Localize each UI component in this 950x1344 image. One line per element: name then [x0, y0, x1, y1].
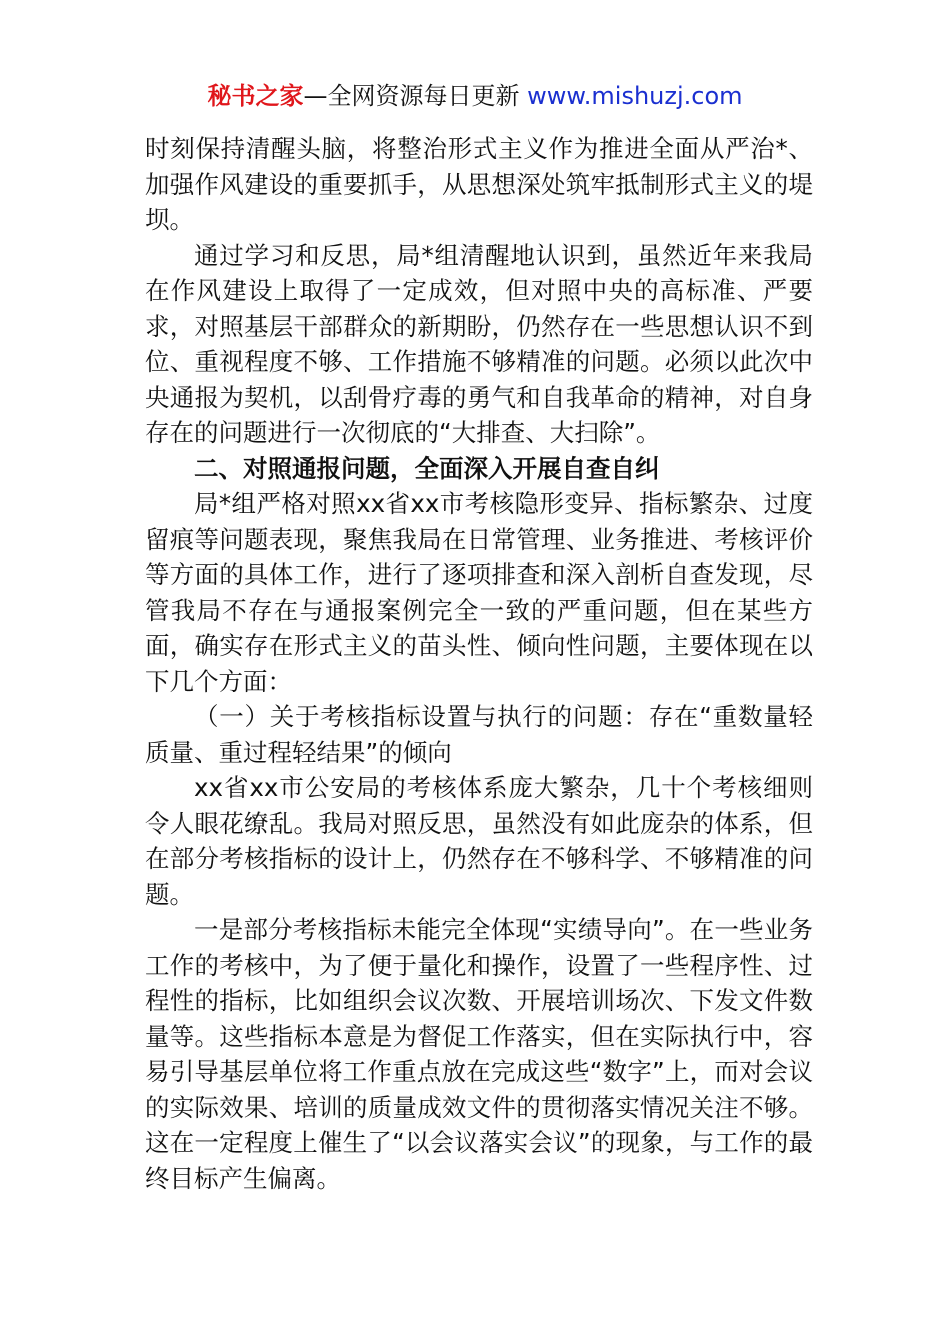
document-body [145, 131, 813, 1196]
site-url-link[interactable]: www.mishuzj.com [527, 82, 743, 110]
site-brand: 秘书之家 [207, 82, 304, 110]
site-tagline: —全网资源每日更新 [303, 82, 528, 110]
paragraph-continuation: 时刻保持清醒头脑，将整治形式主义作为推进全面从严治*、加强作风建设的重要抓手，从思想深处筑牢抵制形式主义的堤坝。 [145, 134, 813, 234]
paragraph-self-check: 局*组严格对照xx省xx市考核隐形变异、指标繁杂、过度留痕等问题表现，聚焦我局在日常管理、业务推进、考核评价等方面的具体工作，进行了逐项排查和深入剖析自查发现，尽管我局不存在与通报案例完全一致的严重问题，但在某些方面，确实存在形式主义的苗头性、倾向性问题，主要体现在以下几个方面： [145, 489, 813, 696]
paragraph-assessment-system: xx省xx市公安局的考核体系庞大繁杂，几十个考核细则令人眼花缭乱。我局对照反思，虽然没有如此庞杂的体系，但在部分考核指标的设计上，仍然存在不够科学、不够精准的问题。 [145, 773, 813, 909]
paragraph-point-1: 一是部分考核指标未能完全体现“实绩导向”。在一些业务工作的考核中，为了便于量化和操作，设置了一些程序性、过程性的指标，比如组织会议次数、开展培训场次、下发文件数量等。这些指标本意是为督促工作落实，但在实际执行中，容易引导基层单位将工作重点放在完成这些“数字”上，而对会议的实际效果、培训的质量成效文件的贯彻落实情况关注不够。这在一定程度上催生了“以会议落实会议”的现象，与工作的最终目标产生偏离。 [145, 915, 813, 1193]
paragraph-reflection: 通过学习和反思，局*组清醒地认识到，虽然近年来我局在作风建设上取得了一定成效，但对照中央的高标准、严要求，对照基层干部群众的新期盼，仍然存在一些思想认识不到位、重视程度不够、工作措施不够精准的问题。必须以此次中央通报为契机，以刮骨疗毒的勇气和自我革命的精神，对自身存在的问题进行一次彻底的“大排查、大扫除”。 [145, 240, 813, 447]
sub-heading-1: （一）关于考核指标设置与执行的问题：存在“重数量轻质量、重过程轻结果”的倾向 [145, 702, 813, 767]
section-heading-2: 二、对照通报问题，全面深入开展自查自纠 [194, 453, 660, 483]
site-header [0, 80, 950, 112]
